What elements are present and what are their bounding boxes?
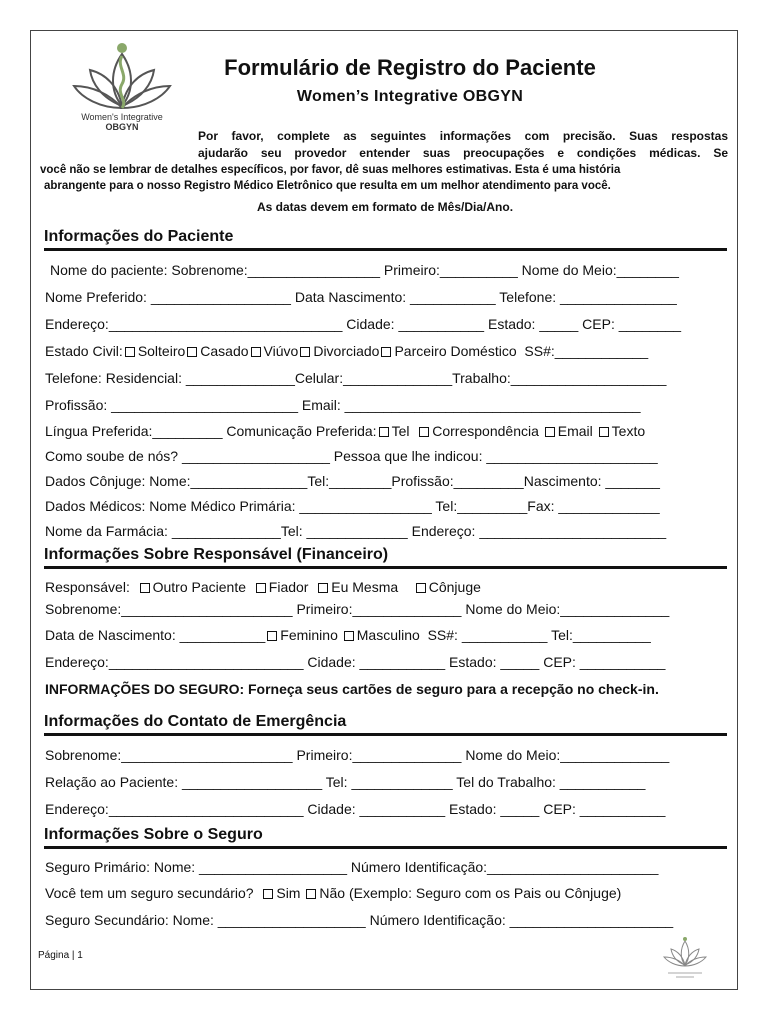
option-outro-paciente: Outro Paciente: [152, 579, 246, 595]
intro-line-1: Por favor, complete as seguintes informações com precisão. Suas respostas: [198, 129, 728, 143]
financial-name-line[interactable]: Sobrenome:______________________ Primeiro:______________ Nome do Meio:______________: [45, 601, 670, 617]
emergency-relation-line[interactable]: Relação ao Paciente: __________________ Tel: _____________ Tel do Trabalho: ___________: [45, 774, 646, 790]
profession-email-line[interactable]: Profissão: ________________________ Email: ______________________________________: [45, 397, 641, 413]
section-emergency: Informações do Contato de Emergência: [44, 713, 727, 736]
checkbox-sim[interactable]: [263, 889, 273, 899]
checkbox-divorciado[interactable]: [300, 347, 310, 357]
secondary-insurance-line[interactable]: Seguro Secundário: Nome: ___________________ Número Identificação: _____________________: [45, 912, 674, 928]
secondary-question-label: Você tem um seguro secundário?: [45, 885, 254, 901]
primary-insurance-line[interactable]: Seguro Primário: Nome: ___________________ Número Identificação:______________________: [45, 859, 659, 875]
form-subtitle: Women’s Integrative OBGYN: [296, 88, 524, 105]
option-viuvo: Viúvo: [263, 343, 299, 359]
checkbox-casado[interactable]: [187, 347, 197, 357]
option-fiador: Fiador: [268, 579, 309, 595]
footer-lotus-logo-icon: [660, 935, 710, 980]
option-email: Email: [557, 423, 593, 439]
intro-line-5: As datas devem em formato de Mês/Dia/Ano.: [256, 200, 514, 214]
checkbox-email[interactable]: [545, 427, 555, 437]
emergency-name-line[interactable]: Sobrenome:______________________ Primeiro:______________ Nome do Meio:______________: [45, 747, 670, 763]
checkbox-outro-paciente[interactable]: [140, 583, 150, 593]
responsible-label: Responsável:: [45, 579, 130, 595]
checkbox-texto[interactable]: [599, 427, 609, 437]
section-patient: Informações do Paciente: [44, 228, 727, 251]
spouse-line[interactable]: Dados Cônjuge: Nome:_______________Tel:________Profissão:_________Nascimento: _______: [45, 473, 660, 489]
patient-name-line[interactable]: Nome do paciente: Sobrenome:_________________ Primeiro:__________ Nome do Meio:________: [50, 262, 679, 278]
secondary-question-line: [45, 885, 730, 901]
financial-dob-line: [45, 627, 730, 643]
option-masculino: Masculino: [356, 627, 420, 643]
option-casado: Casado: [200, 343, 249, 359]
checkbox-viuvo[interactable]: [251, 347, 261, 357]
dob-field[interactable]: Data de Nascimento: ___________: [45, 627, 266, 643]
preferred-name-line[interactable]: Nome Preferido: __________________ Data Nascimento: ___________ Telefone: _______________: [45, 289, 677, 305]
option-solteiro: Solteiro: [137, 343, 186, 359]
option-texto: Texto: [611, 423, 646, 439]
intro-line-2: ajudarão seu provedor entender suas preocupações e condições médicas. Se: [198, 146, 728, 160]
checkbox-masculino[interactable]: [344, 631, 354, 641]
option-correspondencia: Correspondência: [432, 423, 539, 439]
option-parceiro: Parceiro Doméstico: [394, 343, 517, 359]
referral-line[interactable]: Como soube de nós? ___________________ Pessoa que lhe indicou: ______________________: [45, 448, 658, 464]
checkbox-correspondencia[interactable]: [419, 427, 429, 437]
checkbox-feminino[interactable]: [267, 631, 277, 641]
financial-ssn-tel-field[interactable]: SS#: ___________ Tel:__________: [427, 627, 651, 643]
option-conjuge: Cônjuge: [428, 579, 481, 595]
form-title: Formulário de Registro do Paciente: [224, 55, 596, 80]
section-financial: Informações Sobre Responsável (Financeiro): [44, 546, 727, 569]
financial-address-line[interactable]: Endereço:_________________________ Cidade: ___________ Estado: _____ CEP: ___________: [45, 654, 666, 670]
option-tel: Tel: [391, 423, 410, 439]
checkbox-fiador[interactable]: [256, 583, 266, 593]
checkbox-tel[interactable]: [379, 427, 389, 437]
insurance-note: INFORMAÇÕES DO SEGURO: Forneça seus cartões de seguro para a recepção no check-in.: [45, 681, 659, 697]
page-number: Página | 1: [38, 950, 83, 961]
logo-text: Women's Integrative OBGYN: [81, 112, 163, 132]
section-insurance: Informações Sobre o Seguro: [44, 826, 727, 849]
intro-line-3: você não se lembrar de detalhes específicos, por favor, dê suas melhores estimativas. Esta é uma história: [40, 164, 621, 176]
option-feminino: Feminino: [280, 627, 338, 643]
ssn-field[interactable]: SS#:____________: [524, 343, 649, 359]
patient-address-line[interactable]: Endereço:______________________________ Cidade: ___________ Estado: _____ CEP: ________: [45, 316, 682, 332]
emergency-address-line[interactable]: Endereço:_________________________ Cidade: ___________ Estado: _____ CEP: ___________: [45, 801, 666, 817]
checkbox-conjuge[interactable]: [416, 583, 426, 593]
marital-status-line: [45, 343, 730, 359]
medical-line[interactable]: Dados Médicos: Nome Médico Primária: _________________ Tel:_________Fax: _____________: [45, 498, 660, 514]
marital-label: Estado Civil:: [45, 343, 123, 359]
phones-line[interactable]: Telefone: Residencial: ______________Celular:______________Trabalho:____________________: [45, 370, 667, 386]
option-divorciado: Divorciado: [313, 343, 380, 359]
checkbox-solteiro[interactable]: [125, 347, 135, 357]
checkbox-parceiro[interactable]: [381, 347, 391, 357]
intro-line-4: abrangente para o nosso Registro Médico Eletrônico que resulta em um melhor atendimento para você.: [44, 180, 611, 192]
option-sim: Sim: [276, 885, 301, 901]
language-label[interactable]: Língua Preferida:_________ Comunicação Preferida:: [45, 423, 377, 439]
responsible-line: [45, 579, 730, 595]
language-comm-line: [45, 423, 730, 439]
checkbox-eu-mesma[interactable]: [318, 583, 328, 593]
option-nao: Não (Exemplo: Seguro com os Pais ou Cônjuge): [319, 885, 622, 901]
pharmacy-line[interactable]: Nome da Farmácia: ______________Tel: _____________ Endereço: ________________________: [45, 523, 667, 539]
option-eu-mesma: Eu Mesma: [331, 579, 399, 595]
checkbox-nao[interactable]: [306, 889, 316, 899]
